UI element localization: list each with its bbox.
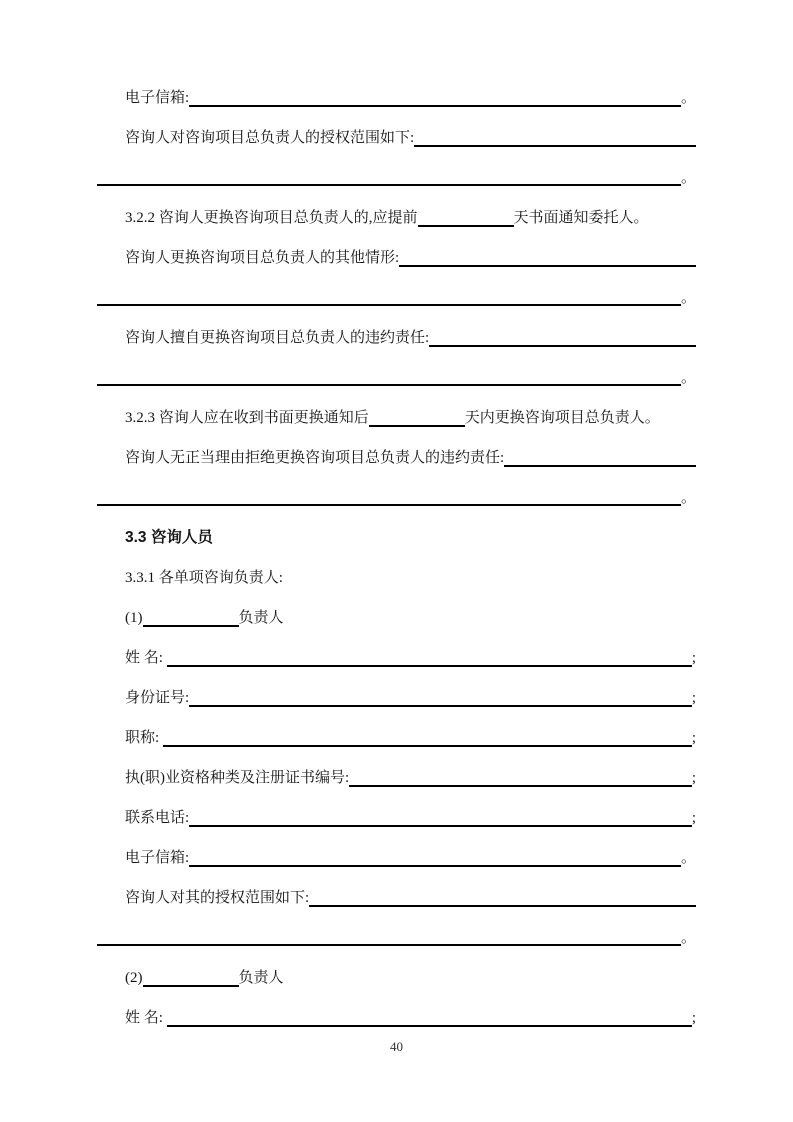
line-rule-authorization-scope-chief [97,158,696,198]
field-label: 姓 名: [125,1010,167,1026]
fill-in-blank[interactable] [189,678,692,707]
line-field-item1-authorization-scope [97,878,696,918]
line-field-other-replacement-circumstances [97,238,696,278]
line-field-item1-professional-title [97,718,696,758]
fill-in-blank[interactable] [143,598,239,627]
fill-in-blank[interactable] [97,918,681,946]
punctuation: 。 [680,850,696,866]
field-label: 咨询人擅自更换咨询项目总负责人的违约责任: [125,330,430,346]
punctuation: 。 [680,930,696,946]
field-label: 咨询人无正当理由拒绝更换咨询项目总负责人的违约责任: [125,450,505,466]
punctuation: 。 [680,370,696,386]
punctuation: ; [691,650,696,666]
line-item-1-leader-title [97,598,696,638]
line-field-authorization-scope-chief [97,118,696,158]
fill-in-blank[interactable] [189,838,681,867]
punctuation: ; [691,770,696,786]
line-rule-refusal-replacement-liability [97,478,696,518]
line-clause-3-2-2-replace-notice [97,198,696,238]
text-run: 天书面通知委托人。 [513,210,649,226]
line-field-email-chief [97,78,696,118]
text-run: 3.3 咨询人员 [125,529,213,546]
text-run: 负责人 [238,970,284,986]
page-number: 40 [390,1039,403,1054]
line-field-item1-id-number [97,678,696,718]
line-field-item1-name [97,638,696,678]
text-run: 负责人 [238,610,284,626]
punctuation: ; [691,810,696,826]
fill-in-blank[interactable] [189,78,681,107]
page-footer [0,1038,793,1056]
line-clause-3-2-3-replace-deadline [97,398,696,438]
fill-in-blank[interactable] [349,758,692,787]
fill-in-blank[interactable] [504,438,696,467]
punctuation: 。 [680,490,696,506]
text-run: 3.3.1 各单项咨询负责人: [125,570,283,586]
fill-in-blank[interactable] [167,638,692,667]
fill-in-blank[interactable] [97,358,681,386]
field-label: 联系电话: [125,810,190,826]
line-field-refusal-replacement-liability [97,438,696,478]
fill-in-blank[interactable] [97,278,681,306]
fill-in-blank[interactable] [167,998,692,1027]
fill-in-blank[interactable] [97,158,681,186]
field-label: 咨询人对其的授权范围如下: [125,890,310,906]
line-rule-other-replacement-circumstances [97,278,696,318]
fill-in-blank[interactable] [418,198,514,227]
line-clause-3-3-1-item-leaders [97,558,696,598]
line-field-unauthorized-replacement-liability [97,318,696,358]
document-body [97,78,696,1038]
field-label: 职称: [125,730,163,746]
line-item-2-leader-title [97,958,696,998]
field-label: 咨询人对咨询项目总负责人的授权范围如下: [125,130,415,146]
punctuation: 。 [680,170,696,186]
punctuation: ; [691,730,696,746]
field-label: 姓 名: [125,650,167,666]
line-rule-item1-authorization-scope [97,918,696,958]
field-label: 电子信箱: [125,850,190,866]
fill-in-blank[interactable] [414,118,696,147]
fill-in-blank[interactable] [309,878,696,907]
punctuation: ; [691,1010,696,1026]
punctuation: 。 [680,290,696,306]
text-run: 3.2.3 咨询人应在收到书面更换通知后 [125,410,369,426]
fill-in-blank[interactable] [429,318,696,347]
field-label: 身份证号: [125,690,190,706]
line-field-item1-qualification-cert-number [97,758,696,798]
text-run: 3.2.2 咨询人更换咨询项目总负责人的,应提前 [125,210,418,226]
line-rule-unauthorized-replacement-liability [97,358,696,398]
text-run: (2) [125,970,143,986]
punctuation: ; [691,690,696,706]
fill-in-blank[interactable] [189,798,692,827]
fill-in-blank[interactable] [399,238,696,267]
punctuation: 。 [680,90,696,106]
fill-in-blank[interactable] [369,398,465,427]
fill-in-blank[interactable] [143,958,239,987]
text-run: 天内更换咨询项目总负责人。 [464,410,660,426]
line-field-item1-email [97,838,696,878]
line-heading-3-3-consulting-personnel [97,518,696,558]
field-label: 电子信箱: [125,90,190,106]
field-label: 咨询人更换咨询项目总负责人的其他情形: [125,250,400,266]
field-label: 执(职)业资格种类及注册证书编号: [125,770,350,786]
fill-in-blank[interactable] [163,718,692,747]
line-field-item2-name [97,998,696,1038]
line-field-item1-phone [97,798,696,838]
fill-in-blank[interactable] [97,478,681,506]
text-run: (1) [125,610,143,626]
